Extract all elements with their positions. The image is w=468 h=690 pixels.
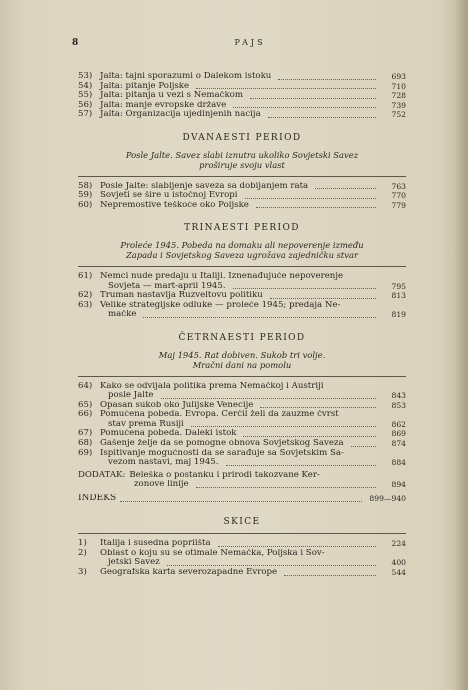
- toc-entry-line: [78, 458, 406, 468]
- toc-entry-text: [78, 310, 139, 320]
- toc-entry-line: [78, 182, 406, 192]
- toc-entry-text: [78, 391, 157, 401]
- leader-dots: [233, 107, 376, 108]
- toc-entry-line: [78, 91, 406, 101]
- toc-entry-text: [78, 301, 343, 311]
- toc-entry-line: [78, 191, 406, 201]
- toc-entry-line: [78, 272, 406, 282]
- leader-dots: [351, 446, 376, 447]
- toc-page-number: 853: [391, 400, 406, 410]
- toc-entry-line: [78, 439, 406, 449]
- toc-entry-line: [78, 201, 406, 211]
- toc-page-number: 752: [391, 110, 406, 120]
- section-subtitle-line: Maj 1945. Rat dobiven. Sukob tri volje.: [158, 349, 326, 360]
- appendix-title: Beleška o postanku i prirodi takozvane Ker-: [129, 470, 320, 480]
- toc-entry: [78, 429, 406, 439]
- toc-page-number: 869: [391, 429, 406, 439]
- leader-dots: [256, 207, 376, 208]
- leader-dots: [218, 546, 376, 547]
- toc-entry-text: [78, 110, 264, 120]
- toc-page-number: 843: [391, 391, 406, 401]
- toc-entry-line: [78, 72, 406, 82]
- toc-entry: [78, 201, 406, 211]
- toc-entry-number: 64): [78, 381, 93, 391]
- leader-dots: [196, 487, 376, 488]
- toc-entry-title: Jalta: pitanje Poljske: [100, 81, 190, 91]
- toc-entry-text: [78, 429, 239, 439]
- toc-page-number: 763: [391, 181, 406, 191]
- toc-entry-text: [78, 272, 346, 282]
- index-line: [78, 494, 406, 504]
- toc-entry-number: 3): [78, 568, 87, 577]
- toc-entry: [78, 568, 406, 578]
- toc-entry-number: 1): [78, 539, 87, 549]
- appendix-title: zonove linije: [134, 480, 189, 490]
- toc-entry-title: Gašenje želje da se pomogne obnova Sovjetskog Saveza: [100, 439, 344, 449]
- toc-page-number: 874: [391, 439, 406, 449]
- toc-page-number: 862: [391, 419, 406, 429]
- leader-dots: [270, 298, 376, 299]
- toc-entry-number: 57): [78, 110, 93, 120]
- toc-entry: [78, 110, 406, 120]
- toc-entry-title: Posle Jalte: slabljenje saveza sa dobijanjem rata: [100, 181, 309, 191]
- leader-dots: [167, 565, 376, 566]
- toc-entry-line: [78, 82, 406, 92]
- toc-entry: [78, 401, 406, 411]
- toc-entry-title: Sovjeta — mart-april 1945.: [108, 281, 226, 291]
- toc-entry-number: 59): [78, 191, 93, 201]
- toc-page-number: 813: [391, 291, 406, 301]
- leader-dots: [260, 407, 376, 408]
- section-rule: [78, 176, 406, 177]
- toc-entry-line: [78, 310, 406, 320]
- toc-entry-line: [78, 391, 406, 401]
- toc-page-number: 544: [391, 568, 406, 577]
- toc-entry-title: Kako se odvijala politika prema Nemačkoj i Austriji: [100, 381, 324, 391]
- toc-entry-number: 61): [78, 271, 93, 281]
- toc-entry: [78, 291, 406, 301]
- section-subtitle: [84, 240, 400, 260]
- index-label: INDEKS: [78, 494, 117, 504]
- toc-entry-title: Nepremostive teškoće oko Poljske: [100, 200, 249, 210]
- toc-entry: [78, 101, 406, 111]
- toc-entry-number: 54): [78, 81, 93, 91]
- toc-page-number: 894: [391, 480, 406, 490]
- toc-page-number: 819: [391, 310, 406, 320]
- toc-entry-line: [78, 410, 406, 420]
- toc-entry-text: [78, 282, 229, 292]
- toc-entry-title: Jalta: tajni sporazumi o Dalekom istoku: [100, 72, 272, 81]
- toc-entry-text: [78, 182, 311, 192]
- toc-entry: [78, 182, 406, 192]
- toc-entry: [78, 449, 406, 468]
- toc-entry-title: Pomućena pobeda. Daleki istok: [100, 429, 237, 439]
- toc-entry: [78, 301, 406, 320]
- appendix-text: [78, 471, 323, 481]
- toc-entry: [78, 439, 406, 449]
- toc-entry-text: [78, 549, 328, 559]
- leader-dots: [278, 79, 376, 80]
- toc-entry-line: [78, 420, 406, 430]
- toc-page-number: 400: [391, 558, 406, 568]
- appendix-text: [78, 480, 192, 490]
- toc-entry: [78, 191, 406, 201]
- toc-entry-number: 65): [78, 400, 93, 410]
- section-subtitle: [84, 150, 400, 170]
- section-subtitle-line: Proleće 1945. Pobeda na domaku ali nepoverenje između: [120, 239, 364, 250]
- leader-dots: [243, 436, 376, 437]
- toc-entry: [78, 410, 406, 429]
- leader-dots: [233, 288, 376, 289]
- toc-entry-text: [78, 420, 187, 430]
- section-rule: [78, 266, 406, 267]
- toc-entry-line: [78, 291, 406, 301]
- toc-entry: [78, 82, 406, 92]
- toc-entry-title: Italija i susedna popriišta: [100, 539, 211, 549]
- section-rule: [78, 533, 406, 534]
- section-subtitle-line: Zapada i Sovjetskog Saveza ugrožava zajedničku stvar: [125, 249, 359, 260]
- toc-entry-line: [78, 382, 406, 392]
- toc-entry: [78, 72, 406, 82]
- running-title: PAJS: [234, 38, 266, 47]
- toc-entry-line: [78, 101, 406, 111]
- toc-entry-text: [78, 439, 347, 449]
- toc-entry-title: Pomućena pobeda. Evropa. Čerčil želi da zauzme čvrst: [100, 410, 339, 420]
- toc-entry-title: Ispitivanje mogućnosti da se sarađuje sa Sovjetskim Sa-: [100, 448, 344, 458]
- toc-entry-text: [78, 82, 192, 92]
- toc-entry-text: [78, 72, 274, 82]
- toc-entry-title: Jalta: manje evropske države: [100, 100, 227, 110]
- toc-entry: [78, 272, 406, 291]
- toc-page-number: 224: [391, 539, 406, 549]
- toc-entry-title: posle Jalte: [108, 391, 154, 401]
- toc-entry-line: [78, 282, 406, 292]
- toc-entry-text: [78, 101, 229, 111]
- toc-entry-line: [78, 301, 406, 311]
- toc-entry-title: stav prema Rusiji: [108, 419, 184, 429]
- toc-entry-line: [78, 449, 406, 459]
- leader-dots: [196, 88, 376, 89]
- toc-entry-number: 53): [78, 72, 93, 81]
- toc-entry-title: Velike strategijske odluke — proleće 1945; predaja Ne-: [100, 300, 341, 310]
- leader-dots: [284, 575, 376, 576]
- toc-entry-title: mačke: [108, 310, 137, 320]
- leader-dots: [250, 98, 376, 99]
- section-subtitle-line: Posle Jalte. Savez slabi iznutra ukoliko Sovjetski Savez: [125, 149, 359, 160]
- toc-page-number: 770: [391, 191, 406, 201]
- toc-entry-title: Nemci nude predaju u Italiji. Iznenađujuće nepoverenje: [100, 271, 344, 281]
- toc-entry-text: [78, 568, 280, 578]
- leader-dots: [191, 426, 376, 427]
- toc-entry-text: [78, 201, 252, 211]
- section-rule: [78, 376, 406, 377]
- toc-entry: [78, 549, 406, 568]
- toc-page-number: 693: [391, 72, 406, 81]
- toc-entry-number: 69): [78, 448, 93, 458]
- toc-entry-text: [78, 291, 266, 301]
- toc-entry-line: [78, 401, 406, 411]
- leader-dots: [245, 198, 376, 199]
- toc-entry-line: [78, 558, 406, 568]
- toc-entry-text: [78, 458, 222, 468]
- toc-entry-text: [78, 558, 163, 568]
- toc-entry-number: 60): [78, 200, 93, 210]
- appendix-label: DODATAK:: [78, 470, 126, 480]
- leader-dots: [161, 398, 376, 399]
- toc-entry-text: [78, 401, 256, 411]
- toc-entry-title: Jalta: Organizacija ujedinjenih nacija: [100, 110, 261, 120]
- toc-entry: [78, 91, 406, 101]
- toc-entry-text: [78, 539, 214, 549]
- toc-entry: [78, 382, 406, 401]
- toc-entry-line: [78, 110, 406, 120]
- toc-entry-number: 58): [78, 181, 93, 191]
- toc-page-number: 779: [391, 200, 406, 210]
- toc-entry-title: Oblast o koju su se otimale Nemačka, Poljska i Sov-: [100, 548, 325, 558]
- toc-entry-title: Sovjeti se šire u istočnoj Evropi: [100, 191, 238, 201]
- toc-entry-title: vezom nastavi, maj 1945.: [108, 458, 219, 468]
- leader-dots: [143, 317, 376, 318]
- toc-entry-line: [78, 539, 406, 549]
- appendix-line: [78, 480, 406, 490]
- toc-entry-number: 63): [78, 300, 93, 310]
- toc-page-number: 795: [391, 281, 406, 291]
- table-of-contents: [78, 72, 406, 578]
- section-subtitle-line: Mračni dani na pomolu: [192, 359, 292, 370]
- toc-entry-number: 66): [78, 410, 93, 420]
- toc-entry-title: Jalta: pitanja u vezi s Nemačkom: [100, 91, 243, 101]
- toc-entry-text: [78, 449, 347, 459]
- toc-entry-title: Truman nastavlja Ruzveltovu politiku: [100, 291, 263, 301]
- toc-entry-title: Geografska karta severozapadne Evrope: [100, 568, 278, 577]
- section-subtitle-line: proširuje svoju vlast: [199, 159, 285, 170]
- toc-entry-number: 56): [78, 100, 93, 110]
- section-subtitle: [84, 350, 400, 370]
- section-title: DVANAESTI PERIOD: [182, 132, 302, 143]
- section-title: ČETRNAESTI PERIOD: [178, 332, 306, 343]
- toc-entry-number: 67): [78, 429, 93, 439]
- toc-entry-number: 2): [78, 548, 87, 558]
- toc-page-number: 739: [391, 100, 406, 110]
- toc-entry-line: [78, 568, 406, 578]
- toc-entry-number: 55): [78, 91, 93, 101]
- leader-dots: [226, 465, 376, 466]
- toc-entry-title: jetski Savez: [108, 558, 160, 568]
- toc-page-number: 710: [391, 81, 406, 91]
- toc-entry-number: 62): [78, 291, 93, 301]
- toc-entry-number: 68): [78, 439, 93, 449]
- toc-entry-text: [78, 382, 327, 392]
- toc-entry-line: [78, 429, 406, 439]
- toc-entry: [78, 539, 406, 549]
- leader-dots: [315, 188, 376, 189]
- index-page-range: 899—940: [369, 494, 406, 504]
- leader-dots: [120, 501, 362, 502]
- toc-entry-text: [78, 410, 342, 420]
- appendix-line: [78, 471, 406, 481]
- toc-entry-text: [78, 191, 241, 201]
- leader-dots: [268, 117, 376, 118]
- toc-page-number: 884: [391, 458, 406, 468]
- toc-entry-title: Opasan sukob oko Julijske Venecije: [100, 400, 254, 410]
- toc-entry-line: [78, 549, 406, 559]
- toc-page-number: 728: [391, 91, 406, 101]
- toc-entry-text: [78, 91, 246, 101]
- page-header: [72, 38, 428, 52]
- section-title: SKICE: [223, 516, 261, 527]
- section-title: TRINAESTI PERIOD: [184, 223, 300, 234]
- page-number: 8: [72, 38, 79, 48]
